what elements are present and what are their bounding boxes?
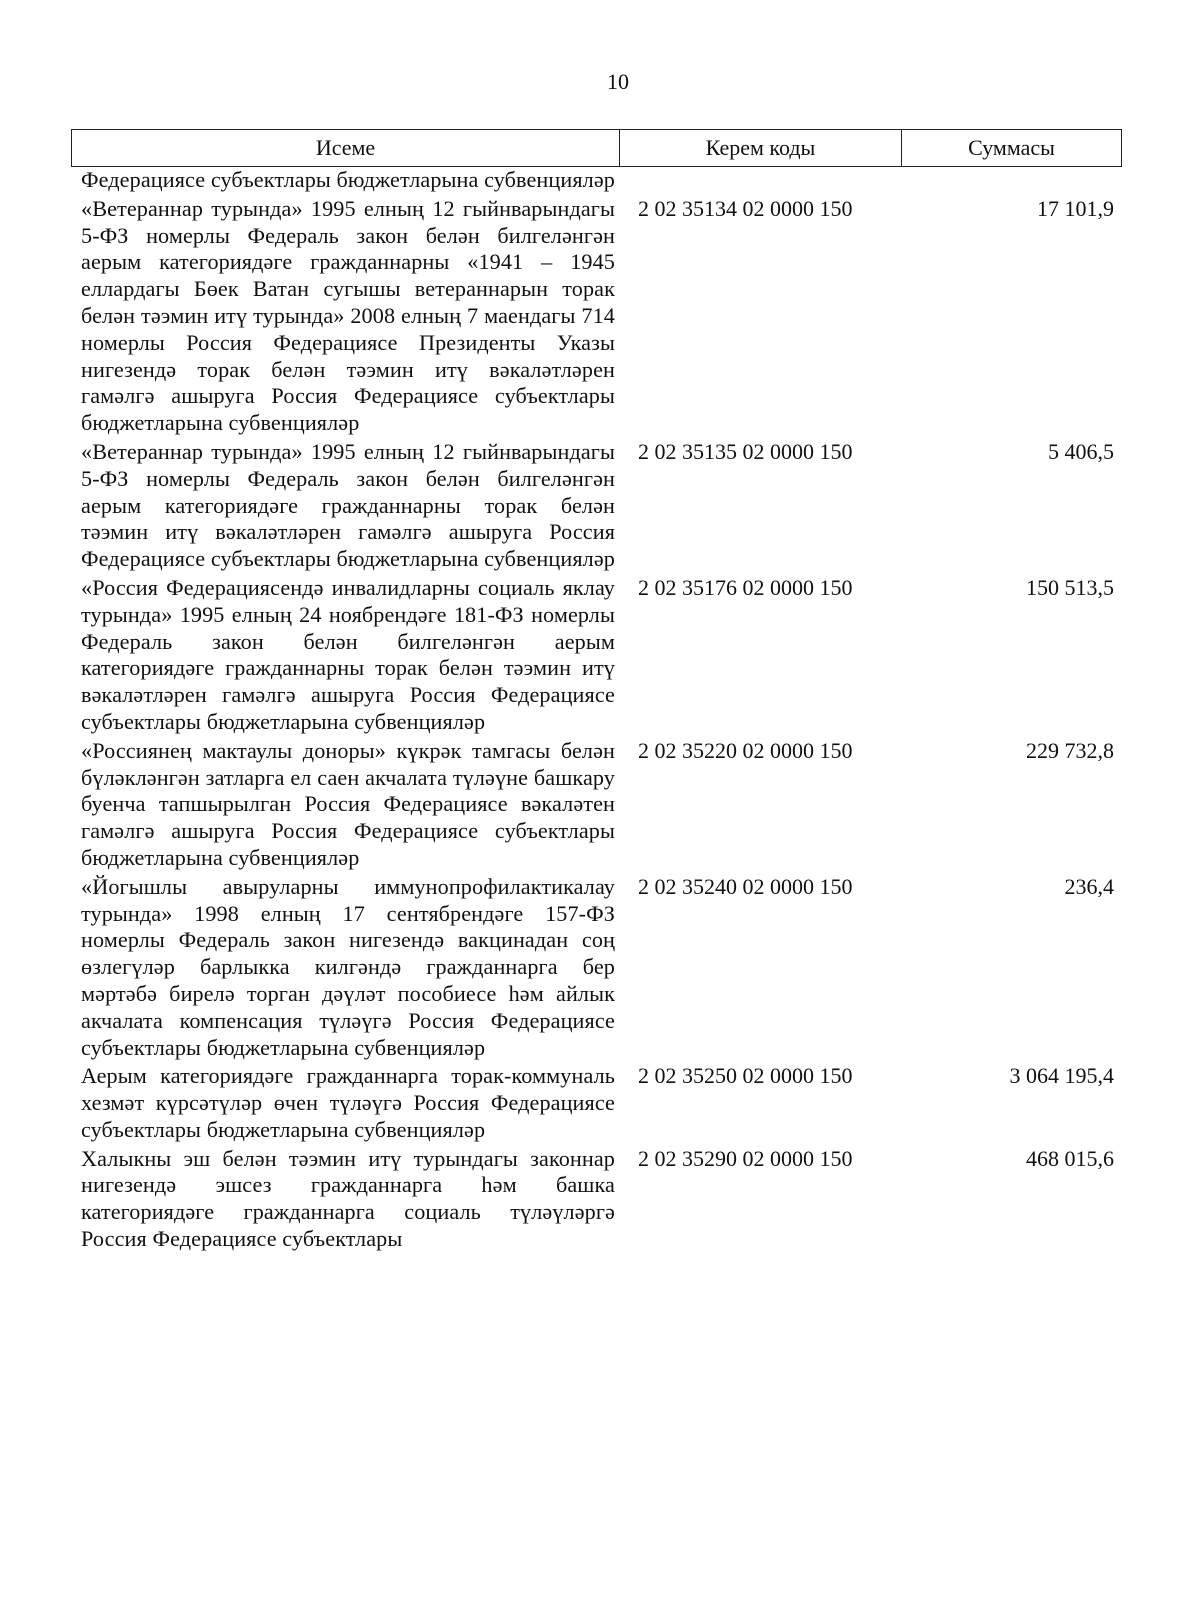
table-row [71, 196, 1122, 437]
row-code: 2 02 35250 02 0000 150 [638, 1063, 853, 1089]
table-row [71, 439, 1122, 573]
table-body [71, 167, 1122, 1253]
header-name: Исеме [72, 130, 620, 166]
row-code: 2 02 35240 02 0000 150 [638, 873, 853, 899]
row-sum: 5 406,5 [1048, 438, 1114, 464]
page-number: 10 [607, 69, 629, 94]
row-name: Халыкны эш белән тәэмин итү турындагы законнар нигезендә эшсез гражданнарга һәм башка категориядәге гражданнарга социаль түләүләргә Россия Федерациясе субъектлары [81, 1145, 615, 1252]
row-name: Федерациясе субъектлары бюджетларына субвенцияләр [81, 167, 615, 192]
header-code: Керем коды [620, 130, 902, 166]
table-header [71, 129, 1122, 167]
row-name: «Ветераннар турында» 1995 елның 12 гыйнварындагы 5-ФЗ номерлы Федераль закон белән билгеләнгән аерым категориядәге гражданнарны торак белән тәэмин итү вәкаләтләрен гамәлгә ашыруга Россия Федерациясе субъектлары бюджетларына субвенцияләр [81, 438, 615, 572]
table-row [71, 575, 1122, 736]
row-name: «Россия Федерациясендә инвалидларны социаль яклау турында» 1995 елның 24 ноябрендәге 181-ФЗ номерлы Федераль закон белән билгеләнгән аерым категориядәге гражданнарны торак белән тәэмин итү вәкаләтләрен гамәлгә ашыруга Россия Федерациясе субъектлары бюджетларына субвенцияләр [81, 574, 615, 734]
table-row [71, 1063, 1122, 1143]
row-name: «Йогышлы авыруларны иммунопрофилактикалау турында» 1998 елның 17 сентябрендәге 157-ФЗ номерлы Федераль закон нигезендә вакцинадан соң өзлегүләр барлыкка килгәндә гражданнарга бер мәртәбә бирелә торган дәүләт пособиесе һәм айлык акчалата компенсация түләүгә Россия Федерациясе субъектлары бюджетларына субвенцияләр [81, 873, 615, 1060]
row-name: «Ветераннар турында» 1995 елның 12 гыйнварындагы 5-ФЗ номерлы Федераль закон белән билгеләнгән аерым категориядәге гражданнарны «1941 – 1945 еллардагы Бөек Ватан сугышы ветераннарын торак белән тәэмин итү турында» 2008 елның 7 маендагы 714 номерлы Россия Федерациясе Президенты Указы нигезендә торак белән тәэмин итү вәкаләтләрен гамәлгә ашыруга Россия Федерациясе субъектлары бюджетларына субвенцияләр [81, 195, 615, 436]
row-code: 2 02 35176 02 0000 150 [638, 574, 853, 600]
row-sum: 150 513,5 [1026, 574, 1114, 600]
header-sum: Суммасы [968, 135, 1055, 160]
row-sum: 468 015,6 [1026, 1145, 1114, 1171]
table-row [71, 874, 1122, 1062]
budget-table [71, 129, 1122, 1253]
row-code: 2 02 35135 02 0000 150 [638, 438, 853, 464]
row-code: 2 02 35290 02 0000 150 [638, 1145, 853, 1171]
row-sum [901, 167, 1122, 194]
table-row [71, 1146, 1122, 1253]
row-sum: 229 732,8 [1026, 737, 1114, 763]
row-name: «Россиянең мактаулы доноры» күкрәк тамгасы белән бүләкләнгән затларга ел саен акчалата түләүне башкару буенча тапшырылган Россия Федерациясе вәкаләтен гамәлгә ашыруга Россия Федерациясе субъектлары бюджетларына субвенцияләр [81, 737, 615, 870]
row-code: 2 02 35220 02 0000 150 [638, 737, 853, 763]
row-name: Аерым категориядәге гражданнарга торак-коммуналь хезмәт күрсәтүләр өчен түләүгә Россия Федерациясе субъектлары бюджетларына субвенцияләр [81, 1063, 615, 1142]
row-sum: 3 064 195,4 [1009, 1063, 1114, 1089]
row-code [615, 167, 901, 194]
row-sum: 236,4 [1064, 873, 1114, 899]
row-code: 2 02 35134 02 0000 150 [638, 195, 853, 221]
row-sum: 17 101,9 [1037, 195, 1114, 221]
table-row [71, 738, 1122, 872]
table-row [71, 167, 1122, 194]
